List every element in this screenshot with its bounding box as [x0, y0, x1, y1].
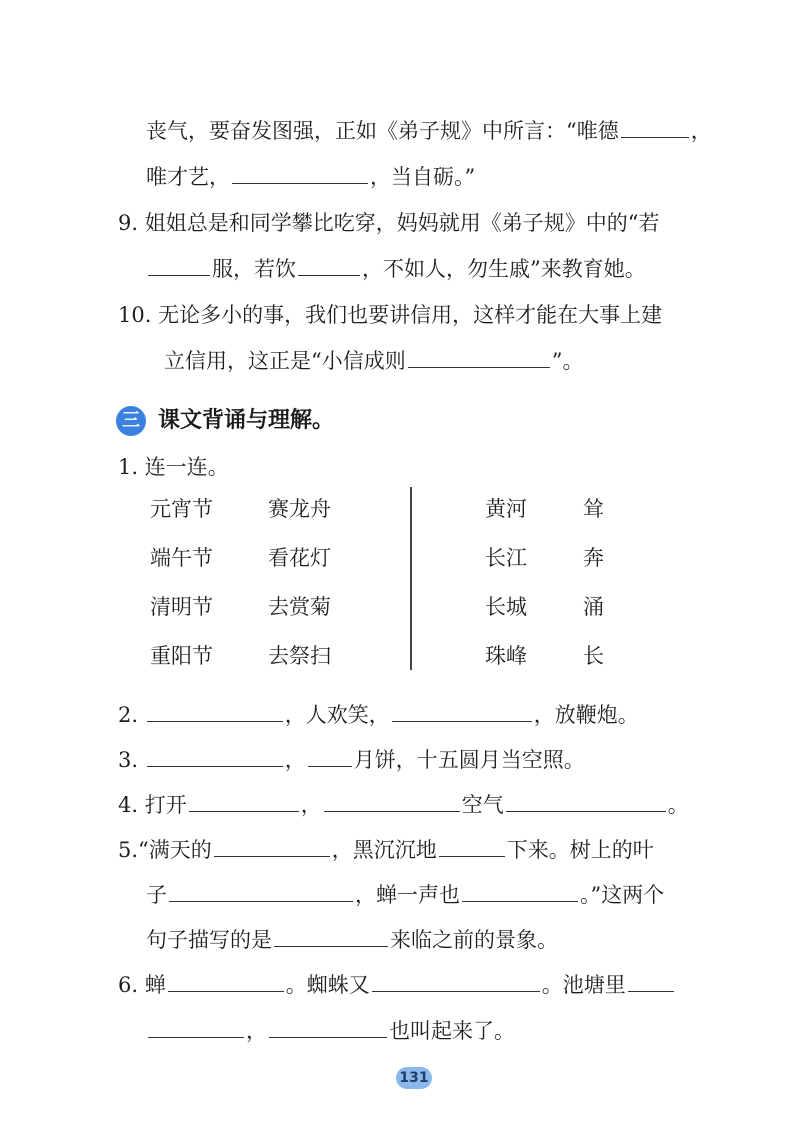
text-segment: 子 [146, 883, 167, 907]
text-segment: 6. 蝉 [118, 973, 166, 997]
answer-blank[interactable] [621, 136, 689, 138]
text-line-q5a [118, 835, 654, 865]
answer-blank[interactable] [308, 765, 352, 767]
text-segment: 唯才艺， [146, 165, 230, 189]
answer-blank[interactable] [408, 366, 550, 368]
text-line-l5 [118, 300, 662, 330]
text-segment: 。 [667, 793, 689, 817]
text-segment: 4. 打开 [118, 793, 187, 817]
text-segment: 下来。树上的叶 [506, 838, 654, 862]
text-line-q4 [118, 790, 689, 820]
answer-blank[interactable] [628, 990, 674, 992]
answer-blank[interactable] [462, 900, 578, 902]
text-segment: 10. 无论多小的事，我们也要讲信用，这样才能在大事上建 [118, 303, 663, 327]
answer-blank[interactable] [147, 765, 283, 767]
festival-item[interactable]: 端午节 [150, 546, 213, 570]
text-segment: 来临之前的景象。 [390, 928, 558, 952]
text-segment: 月饼，十五圆月当空照。 [353, 748, 585, 772]
text-line-q5b [146, 880, 664, 910]
answer-blank[interactable] [169, 900, 353, 902]
text-line-l4 [146, 254, 646, 284]
answer-blank[interactable] [214, 855, 330, 857]
text-segment: ，蝉一声也 [355, 883, 460, 907]
text-segment: 5.“满天的 [118, 838, 212, 862]
answer-blank[interactable] [148, 274, 210, 276]
verb-item[interactable]: 奔 [583, 546, 604, 570]
text-line-l2 [146, 162, 475, 192]
text-segment: ，人欢笑， [284, 703, 390, 727]
text-segment: ，不如人，勿生戚”来教育她。 [362, 257, 646, 281]
text-segment: 。池塘里 [541, 973, 626, 997]
activity-item[interactable]: 去祭扫 [268, 644, 331, 668]
text-segment: 。蜘蛛又 [285, 973, 370, 997]
festival-item[interactable]: 重阳节 [150, 644, 213, 668]
text-line-l3 [118, 208, 659, 238]
section-title: 课文背诵与理解。 [158, 408, 335, 433]
answer-blank[interactable] [147, 720, 283, 722]
text-line-l1 [146, 116, 712, 146]
match-divider [410, 487, 412, 670]
landmark-item[interactable]: 长城 [485, 595, 527, 619]
text-line-q6a [118, 970, 676, 1000]
text-segment: ， [300, 793, 322, 817]
text-segment: 丧气，要奋发图强，正如《弟子规》中所言：“唯德 [146, 119, 619, 143]
q1-label: 1. 连一连。 [118, 455, 229, 479]
text-line-q5c [146, 925, 558, 955]
answer-blank[interactable] [168, 990, 284, 992]
landmark-item[interactable]: 长江 [485, 546, 527, 570]
text-line-l6 [164, 346, 584, 376]
answer-blank[interactable] [372, 990, 540, 992]
text-segment: ， [284, 748, 306, 772]
text-segment: 也叫起来了。 [389, 1019, 515, 1043]
text-segment: ，当自砺。” [370, 165, 476, 189]
text-line-q3 [118, 745, 585, 775]
answer-blank[interactable] [392, 720, 532, 722]
answer-blank[interactable] [439, 855, 505, 857]
text-segment: ， [690, 119, 712, 143]
answer-blank[interactable] [274, 945, 388, 947]
text-segment: ，放鞭炮。 [533, 703, 639, 727]
answer-blank[interactable] [232, 182, 368, 184]
text-segment: 2. [118, 703, 145, 727]
answer-blank[interactable] [298, 274, 360, 276]
page-number: 131 [396, 1067, 432, 1089]
verb-item[interactable]: 长 [583, 644, 604, 668]
section-badge: 三 [116, 406, 146, 436]
answer-blank[interactable] [189, 810, 299, 812]
answer-blank[interactable] [148, 1036, 244, 1038]
activity-item[interactable]: 赛龙舟 [268, 497, 331, 521]
answer-blank[interactable] [324, 810, 460, 812]
text-segment: ”。 [551, 349, 584, 373]
text-segment: 服，若饮 [212, 257, 296, 281]
festival-item[interactable]: 元宵节 [150, 497, 213, 521]
text-line-q2 [118, 700, 639, 730]
text-segment: 3. [118, 748, 145, 772]
activity-item[interactable]: 看花灯 [268, 546, 331, 570]
verb-item[interactable]: 涌 [583, 595, 604, 619]
activity-item[interactable]: 去赏菊 [268, 595, 331, 619]
text-segment: 。”这两个 [580, 883, 665, 907]
text-segment: 句子描写的是 [146, 928, 272, 952]
festival-item[interactable]: 清明节 [150, 595, 213, 619]
verb-item[interactable]: 耸 [583, 497, 604, 521]
text-segment: 空气 [461, 793, 504, 817]
text-line-q6b [146, 1016, 515, 1046]
landmark-item[interactable]: 珠峰 [485, 644, 527, 668]
answer-blank[interactable] [506, 810, 666, 812]
landmark-item[interactable]: 黄河 [485, 497, 527, 521]
answer-blank[interactable] [269, 1036, 387, 1038]
text-segment: 立信用，这正是“小信成则 [164, 349, 406, 373]
text-segment: ， [246, 1019, 267, 1043]
text-segment: ，黑沉沉地 [331, 838, 437, 862]
text-segment: 9. 姐姐总是和同学攀比吃穿，妈妈就用《弟子规》中的“若 [118, 211, 660, 235]
